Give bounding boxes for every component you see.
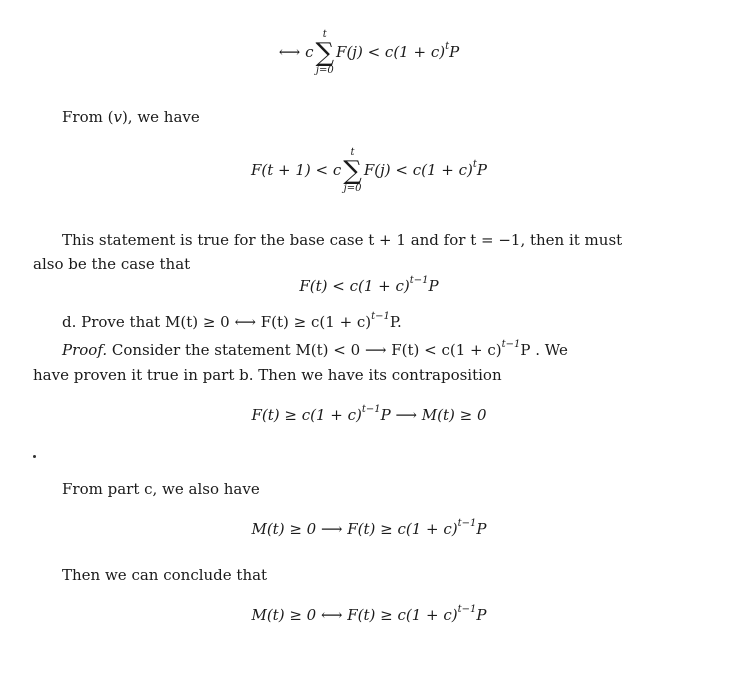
proof-line-2: have proven it true in part b. Then we have its contraposition xyxy=(33,366,502,384)
eq1-tail: P xyxy=(449,43,460,61)
from-part-c-line: From part c, we also have xyxy=(62,480,260,498)
eq3-body: F(t) < c(1 + c) xyxy=(299,277,410,295)
sum-upper: t xyxy=(322,29,327,40)
eq2-left: F(t + 1) < c xyxy=(250,161,342,179)
equation-1 xyxy=(0,30,738,76)
eq3-tail: P xyxy=(428,277,439,295)
base-case-line-2: also be the case that xyxy=(33,255,191,273)
sum-lower: j=0 xyxy=(343,183,362,194)
eq5-exp: t−1 xyxy=(457,518,477,529)
eq5-left: M(t) ≥ 0 ⟶ F(t) ≥ c(1 + c) xyxy=(251,520,458,538)
part-d-exp: t−1 xyxy=(371,311,390,322)
eq4-right: P ⟶ M(t) ≥ 0 xyxy=(380,406,487,424)
base-case-line-1: This statement is true for the base case t + 1 and for t = −1, then it must xyxy=(62,231,623,249)
stray-dot xyxy=(33,455,36,458)
eq2-exp: t xyxy=(472,159,477,170)
equation-6 xyxy=(0,606,738,624)
eq1-body: F(j) < c(1 + c) xyxy=(336,43,446,61)
conclude-line: Then we can conclude that xyxy=(62,566,268,584)
proof-line1-a: Consider the statement M(t) < 0 ⟶ F(t) < c(1 + c) xyxy=(107,341,502,359)
proof-line-1 xyxy=(62,341,568,359)
part-d-prefix: d. Prove that M(t) ≥ 0 ⟷ F(t) ≥ c(1 + c) xyxy=(62,313,372,331)
equation-2 xyxy=(0,148,738,194)
equation-3 xyxy=(0,277,738,295)
eq4-exp: t−1 xyxy=(361,404,381,415)
proof-line1-b: P . We xyxy=(520,341,568,359)
from-v-line xyxy=(62,108,200,126)
equation-5 xyxy=(0,520,738,538)
sum-lower: j=0 xyxy=(315,65,334,76)
proof-line1-exp: t−1 xyxy=(501,339,521,350)
eq6-left: M(t) ≥ 0 ⟷ F(t) ≥ c(1 + c) xyxy=(251,606,458,624)
eq2-tail: P xyxy=(476,161,487,179)
eq1-c: c xyxy=(305,43,314,61)
part-d-suffix: P. xyxy=(389,313,402,331)
summation-symbol: t ∑ j=0 xyxy=(315,29,335,76)
equation-4 xyxy=(0,406,738,424)
eq1-exp: t xyxy=(445,41,450,52)
summation-symbol: t ∑ j=0 xyxy=(343,147,362,194)
proof-label: Proof. xyxy=(62,341,108,359)
from-v-suffix: ), we have xyxy=(121,108,200,126)
iff-arrow: ⟷ xyxy=(278,43,301,61)
sum-upper: t xyxy=(350,147,355,158)
from-v-prefix: From ( xyxy=(62,108,114,126)
eq3-exp: t−1 xyxy=(409,275,429,286)
eq2-body: F(j) < c(1 + c) xyxy=(363,161,473,179)
eq6-exp: t−1 xyxy=(457,604,477,615)
eq6-tail: P xyxy=(476,606,487,624)
from-v-var: v xyxy=(113,108,122,126)
eq5-tail: P xyxy=(476,520,487,538)
eq4-left: F(t) ≥ c(1 + c) xyxy=(251,406,362,424)
part-d-statement xyxy=(62,313,402,331)
